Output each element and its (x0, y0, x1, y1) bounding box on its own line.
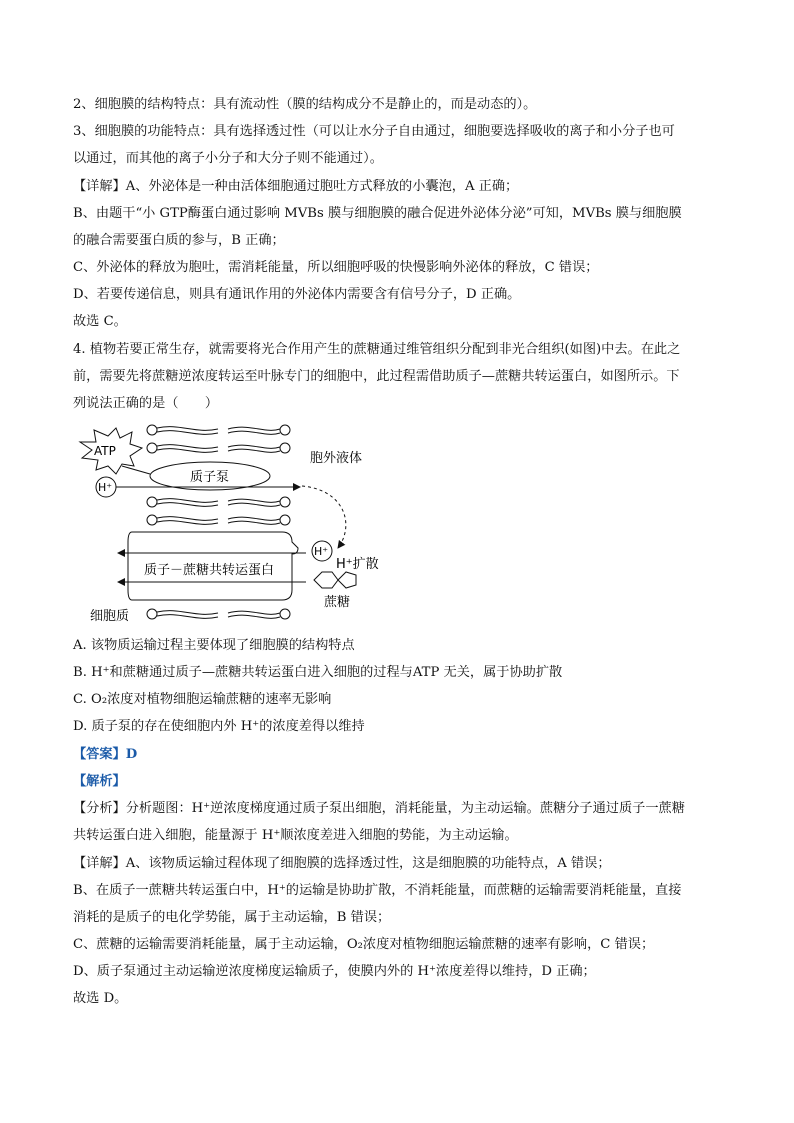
detail-line: B、在质子一蔗糖共转运蛋白中，H⁺的运输是协助扩散，不消耗能量，而蔗糖的运输需要消耗能量，直接 (73, 883, 682, 898)
text-line: 2、细胞膜的结构特点：具有流动性（膜的结构成分不是静止的，而是动态的）。 (73, 97, 537, 112)
middle-membrane (147, 497, 290, 525)
text-line: D、若要传递信息，则具有通讯作用的外泌体内需要含有信号分子，D 正确。 (73, 287, 521, 302)
question-stem-line: 4. 植物若要正常生存，就需要将光合作用产生的蔗糖通过维管组织分配到非光合组织(如图)中去。在此之 (73, 342, 681, 357)
membrane-transport-diagram (70, 420, 410, 635)
analysis-line: 【分析】分析题图：H⁺逆浓度梯度通过质子泵出细胞，消耗能量，为主动运输。蔗糖分子通过质子一蔗糖 (73, 801, 685, 816)
text-line: 故选 C。 (73, 314, 127, 329)
detail-line: 消耗的是质子的电化学势能，属于主动运输，B 错误； (73, 910, 391, 925)
cytoplasm-label: 细胞质 (90, 609, 130, 624)
sucrose-label: 蔗糖 (324, 595, 351, 610)
detail-line: 故选 D。 (73, 991, 128, 1006)
cotransporter-label: 质子－蔗糖共转运蛋白 (144, 563, 275, 578)
answer-line: 【答案】D (73, 747, 138, 762)
text-line: B、由题干“小 GTP酶蛋白通过影响 MVBs 膜与细胞膜的融合促进外泌体分泌”可知，MVBs 膜与细胞膜 (73, 206, 682, 221)
text-line: C、外泌体的释放为胞吐，需消耗能量，所以细胞呼吸的快慢影响外泌体的释放，C 错误； (73, 260, 599, 275)
atp-connector (122, 466, 150, 474)
extracellular-label: 胞外液体 (310, 451, 363, 466)
sucrose-molecule (314, 572, 356, 588)
text-line: 【详解】A、外泌体是一种由活体细胞通过胞吐方式释放的小囊泡，A 正确； (73, 179, 519, 194)
analysis-label: 【解析】 (73, 774, 126, 789)
atp-starburst (80, 428, 142, 474)
detail-line: D、质子泵通过主动运输逆浓度梯度运输质子，使膜内外的 H⁺浓度差得以维持，D 正确； (73, 964, 596, 979)
question-stem-line: 列说法正确的是（ ） (73, 396, 219, 411)
h-plus-label: H⁺ (98, 481, 113, 494)
h-plus-return-arrow (302, 486, 346, 548)
question-stem-line: 前，需要先将蔗糖逆浓度转运至叶脉专门的细胞中，此过程需借助质子—蔗糖共转运蛋白，如图所示。下 (73, 369, 680, 384)
text-line: 以通过，而其他的离子小分子和大分子则不能通过）。 (73, 151, 383, 166)
detail-line: C、蔗糖的运输需要消耗能量，属于主动运输，O₂浓度对植物细胞运输蔗糖的速率有影响，C 错误； (73, 937, 655, 952)
h-plus-label-2: H⁺ (314, 545, 329, 558)
text-line: 的融合需要蛋白质的参与，B 正确； (73, 233, 285, 248)
atp-label: ATP (94, 444, 116, 458)
option-d: D. 质子泵的存在使细胞内外 H⁺的浓度差得以维持 (73, 719, 365, 734)
upper-membrane (147, 425, 290, 453)
h-plus-diffusion-label: H⁺扩散 (336, 557, 379, 572)
text-line: 3、细胞膜的功能特点：具有选择透过性（可以让水分子自由通过，细胞要选择吸收的离子和小分子也可 (73, 124, 675, 139)
analysis-line: 共转运蛋白进入细胞，能量源于 H⁺顺浓度差进入细胞的势能，为主动运输。 (73, 828, 518, 843)
detail-line: 【详解】A、该物质运输过程体现了细胞膜的选择透过性，这是细胞膜的功能特点，A 错误； (73, 856, 611, 871)
option-a: A. 该物质运输过程主要体现了细胞膜的结构特点 (73, 638, 355, 653)
option-b: B. H⁺和蔗糖通过质子—蔗糖共转运蛋白进入细胞的过程与ATP 无关，属于协助扩散 (73, 665, 563, 680)
proton-pump-label: 质子泵 (190, 470, 230, 485)
option-c: C. O₂浓度对植物细胞运输蔗糖的速率无影响 (73, 692, 332, 707)
lower-membrane (147, 609, 290, 619)
